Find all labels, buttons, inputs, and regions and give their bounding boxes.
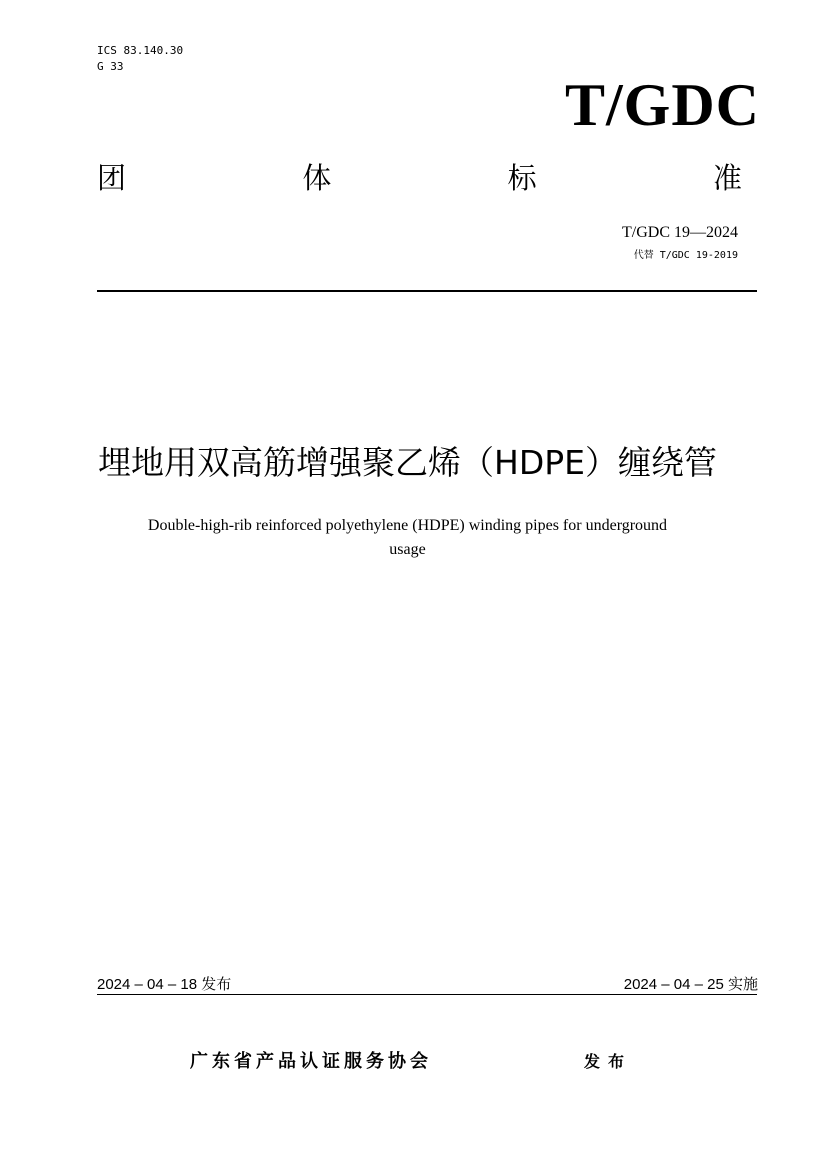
standard-type-char: 团 [97,161,127,195]
issue-date: 2024 – 04 – 18 发布 [97,976,232,993]
title-english-line: Double-high-rib reinforced polyethylene (HDPE) winding pipes for underground [147,517,668,534]
title-chinese: 埋地用双高筋增强聚乙烯（HDPE）缠绕管 [98,443,717,482]
classification-block [97,43,183,75]
top-divider [97,290,757,292]
title-english-line: usage [389,541,426,558]
ccs-code: G 33 [97,60,124,73]
standard-type-char: 体 [302,161,332,195]
standard-logo: T/GDC [564,72,760,138]
bottom-divider [97,994,757,995]
publish-label: 发布 [584,1052,633,1071]
publisher-name: 广东省产品认证服务协会 [190,1051,432,1072]
standard-type-heading [97,158,742,198]
standard-number: T/GDC 19—2024 [622,224,738,241]
title-english [60,514,755,562]
standard-type-char: 标 [507,161,537,195]
effective-date: 2024 – 04 – 25 实施 [623,976,758,993]
standard-type-char: 准 [712,161,742,195]
ics-code: ICS 83.140.30 [97,44,184,57]
replaces-note: 代替 T/GDC 19-2019 [633,250,738,261]
